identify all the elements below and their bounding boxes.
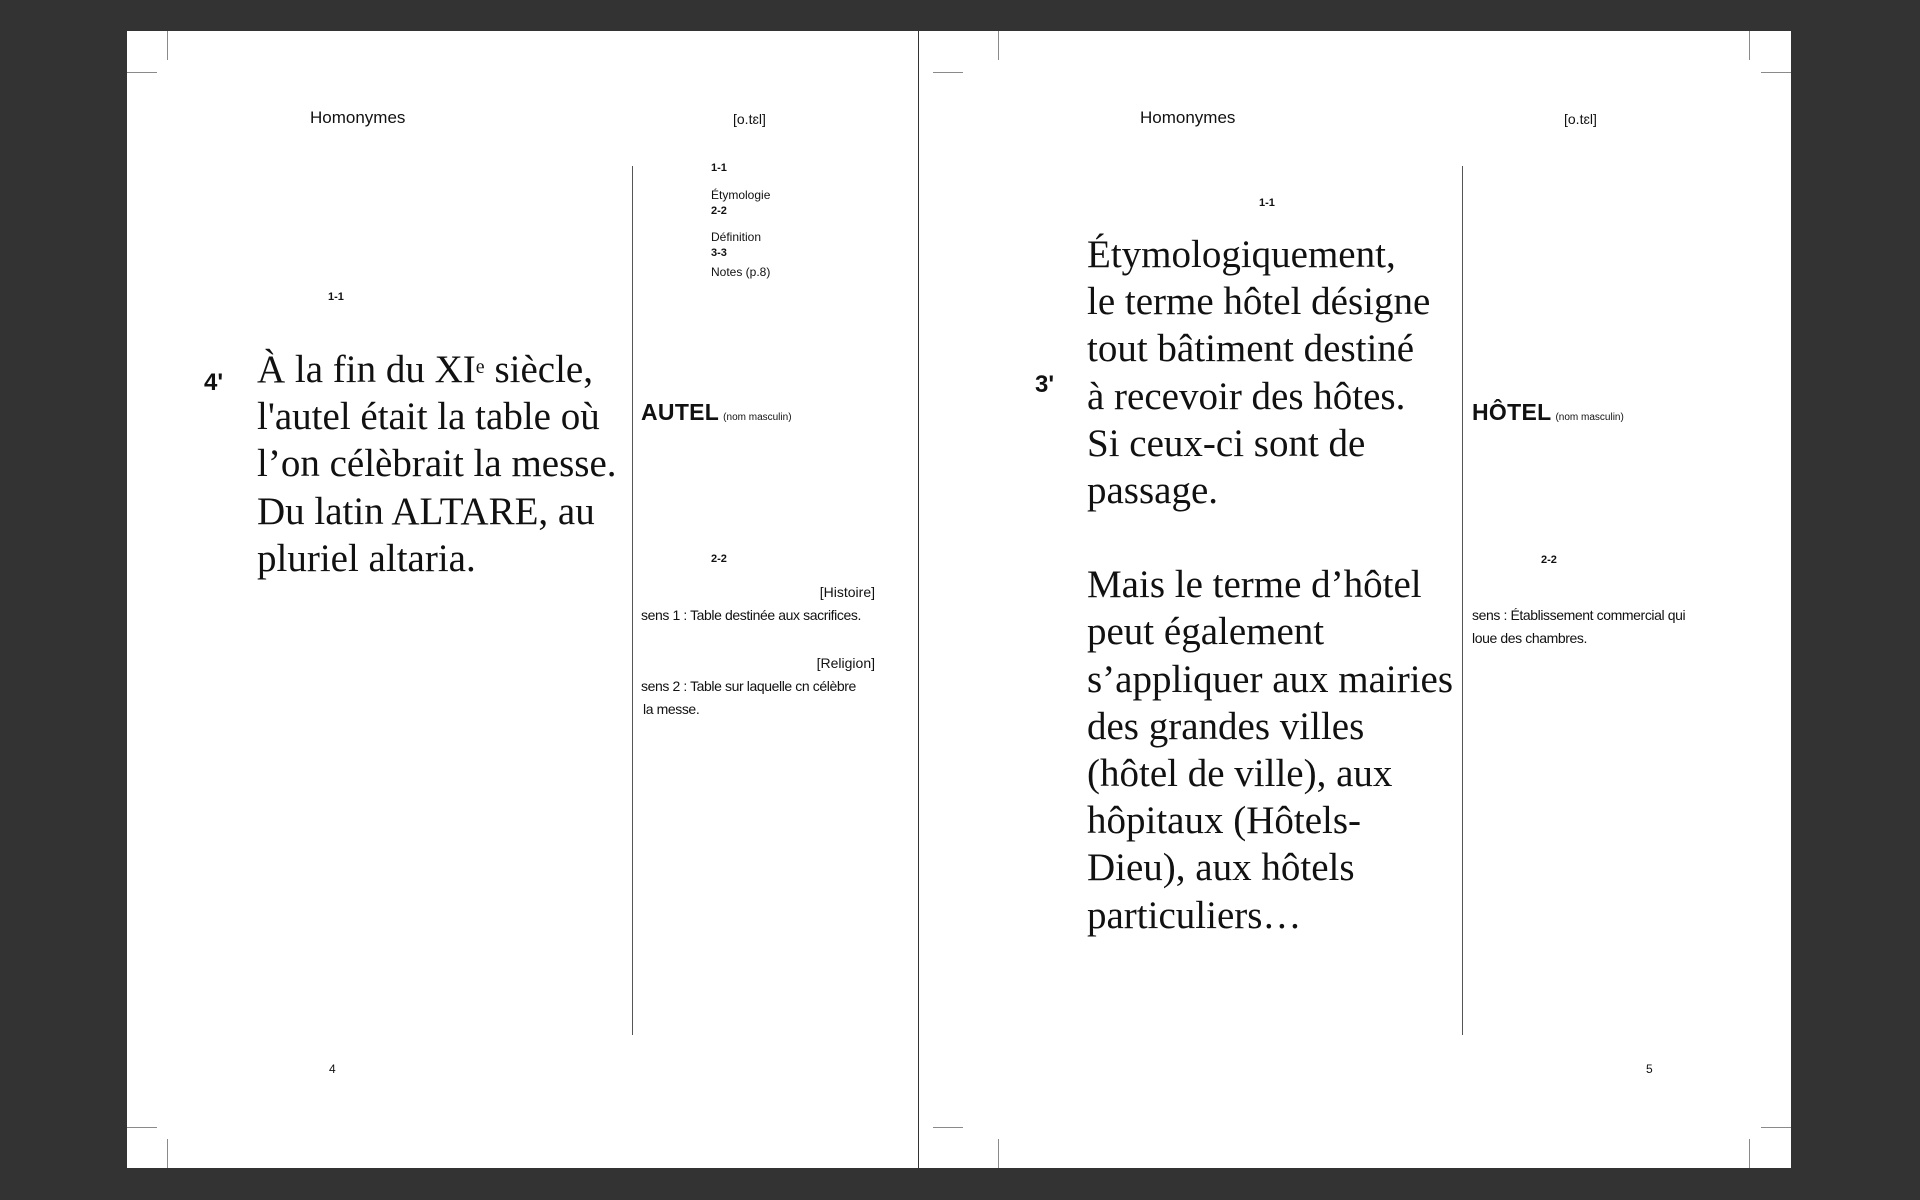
crop-mark xyxy=(1761,72,1791,73)
side-number: 4' xyxy=(204,369,224,396)
body-line: Étymologiquement, xyxy=(1087,233,1396,276)
crop-mark xyxy=(1749,31,1750,60)
body-line: À la fin du XIe siècle, xyxy=(257,348,593,391)
toc-marker: 2-2 xyxy=(711,205,727,217)
phonetic-transcription: [o.tɛl] xyxy=(1564,111,1597,127)
body-line: peut également xyxy=(1087,610,1325,654)
crop-mark xyxy=(167,31,168,60)
toc-marker: 1-1 xyxy=(711,162,727,174)
text-marker: 1-1 xyxy=(328,291,344,303)
text-marker: 1-1 xyxy=(1259,197,1275,209)
body-line: l'autel était la table où xyxy=(257,395,600,439)
side-number: 3' xyxy=(1035,371,1055,398)
sense-1: sens 1 : Table destinée aux sacrifices. xyxy=(641,607,861,623)
crop-mark xyxy=(1749,1139,1750,1168)
crop-mark xyxy=(127,1127,157,1128)
headword: HÔTEL (nom masculin) xyxy=(1472,399,1624,425)
crop-mark xyxy=(998,1139,999,1168)
folio: 5 xyxy=(1646,1062,1653,1076)
body-line: hôpitaux (Hôtels- xyxy=(1087,799,1362,843)
grammar-label: (nom masculin) xyxy=(723,412,792,423)
paragraph-usage xyxy=(1087,561,1453,939)
definition-marker: 2-2 xyxy=(1541,554,1557,566)
body-line: Du latin ALTARE, au xyxy=(257,489,595,533)
sense: sens : Établissement commercial qui xyxy=(1472,607,1686,623)
toc-item-notes: Notes (p.8) xyxy=(711,265,771,279)
sense-continuation: loue des chambres. xyxy=(1472,630,1587,646)
sense-domain-religion: [Religion] xyxy=(816,655,875,671)
body-line: le terme hôtel désigne xyxy=(1087,280,1431,324)
crop-mark xyxy=(998,31,999,60)
body-line: Mais le terme d’hôtel xyxy=(1087,563,1422,607)
body-line: s’appliquer aux mairies xyxy=(1087,657,1454,701)
column-rule xyxy=(1462,166,1463,1035)
etymology-text xyxy=(1087,231,1453,939)
definition-marker: 2-2 xyxy=(711,553,727,565)
etymology-text xyxy=(257,346,617,582)
body-line: pluriel altaria. xyxy=(257,536,476,580)
crop-mark xyxy=(167,1139,168,1168)
body-line: des grandes villes xyxy=(1087,704,1365,748)
body-line: particuliers… xyxy=(1087,893,1302,937)
running-head: Homonymes xyxy=(310,108,406,127)
sense-2: sens 2 : Table sur laquelle cn célèbre xyxy=(641,678,856,694)
running-head: Homonymes xyxy=(1140,108,1236,127)
body-line: Dieu), aux hôtels xyxy=(1087,846,1355,890)
grammar-label: (nom masculin) xyxy=(1555,412,1624,423)
left-page xyxy=(127,31,918,1168)
body-line: à recevoir des hôtes. xyxy=(1087,374,1406,418)
phonetic-transcription: [o.tɛl] xyxy=(733,111,766,127)
body-line: tout bâtiment destiné xyxy=(1087,327,1415,371)
body-line: Si ceux-ci sont de xyxy=(1087,421,1366,465)
body-line: (hôtel de ville), aux xyxy=(1087,752,1393,796)
crop-mark xyxy=(1761,1127,1791,1128)
crop-mark xyxy=(933,1127,963,1128)
folio: 4 xyxy=(329,1062,336,1076)
body-line: passage. xyxy=(1087,469,1219,513)
body-line: l’on célèbrait la messe. xyxy=(257,442,617,486)
headword: AUTEL (nom masculin) xyxy=(641,399,792,425)
toc-item-definition: Définition xyxy=(711,230,762,244)
column-rule xyxy=(632,166,633,1035)
sense-domain-history: [Histoire] xyxy=(819,584,875,600)
crop-mark xyxy=(933,72,963,73)
toc-item-etymology: Étymologie xyxy=(711,188,771,202)
paragraph-etymology xyxy=(1087,231,1453,514)
right-page xyxy=(919,31,1791,1168)
sense-2-continuation: la messe. xyxy=(643,701,700,717)
crop-mark xyxy=(127,72,157,73)
toc-marker: 3-3 xyxy=(711,247,727,259)
